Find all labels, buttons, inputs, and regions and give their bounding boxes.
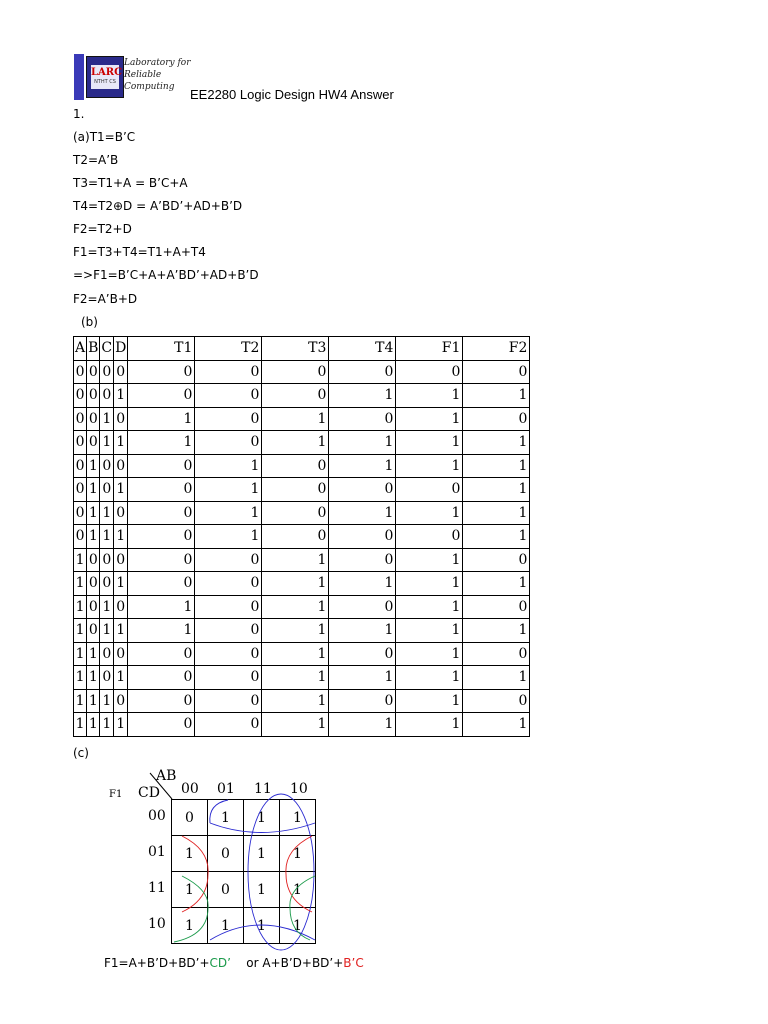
table-cell: 0 xyxy=(128,384,195,408)
table-cell: 0 xyxy=(100,666,114,690)
table-cell: 1 xyxy=(74,619,87,643)
table-cell: 0 xyxy=(128,666,195,690)
table-header-row xyxy=(74,337,530,361)
table-cell: 1 xyxy=(195,525,262,549)
table-cell: 1 xyxy=(396,619,463,643)
table-cell: 1 xyxy=(262,689,329,713)
group-arc-green-left xyxy=(174,876,208,942)
table-cell: 1 xyxy=(329,666,396,690)
table-cell: 1 xyxy=(396,666,463,690)
table-cell: 1 xyxy=(87,642,100,666)
kmap-col-header: 10 xyxy=(290,781,308,797)
table-cell: 1 xyxy=(262,619,329,643)
table-cell: 0 xyxy=(195,689,262,713)
table-cell: 0 xyxy=(87,407,100,431)
equation-part: F1=A+B’D+BD’+ xyxy=(104,956,210,970)
part-b-label: (b) xyxy=(81,315,98,329)
table-cell: 0 xyxy=(100,572,114,596)
table-cell: 1 xyxy=(463,619,530,643)
table-row xyxy=(74,525,530,549)
logo-text: LARC xyxy=(91,67,123,78)
table-cell: 0 xyxy=(114,360,128,384)
table-cell: 0 xyxy=(114,501,128,525)
table-cell: 1 xyxy=(396,548,463,572)
table-cell: 0 xyxy=(463,548,530,572)
table-cell: 1 xyxy=(74,642,87,666)
table-cell: 0 xyxy=(74,384,87,408)
table-cell: 0 xyxy=(262,454,329,478)
table-cell: 1 xyxy=(262,666,329,690)
table-cell: 0 xyxy=(329,642,396,666)
table-cell: 1 xyxy=(262,548,329,572)
table-cell: 1 xyxy=(262,407,329,431)
equation-term-red: B’C xyxy=(343,956,364,970)
table-cell: 0 xyxy=(114,642,128,666)
table-cell: 0 xyxy=(329,478,396,502)
table-cell: 0 xyxy=(262,360,329,384)
equation-line: T2=A’B xyxy=(73,153,119,167)
kmap-row-header: 01 xyxy=(148,844,166,860)
table-cell: 0 xyxy=(396,525,463,549)
table-cell: 1 xyxy=(396,384,463,408)
logo xyxy=(86,56,124,98)
table-cell: 0 xyxy=(128,360,195,384)
logo-line: Reliable xyxy=(124,70,162,80)
table-cell: 1 xyxy=(463,384,530,408)
table-cell: 1 xyxy=(114,666,128,690)
table-cell: 0 xyxy=(100,454,114,478)
table-cell: 1 xyxy=(329,572,396,596)
table-cell: 1 xyxy=(463,713,530,737)
table-cell: 1 xyxy=(87,689,100,713)
table-cell: 0 xyxy=(128,501,195,525)
table-cell: 0 xyxy=(195,360,262,384)
table-cell: 1 xyxy=(396,501,463,525)
table-cell: 0 xyxy=(128,525,195,549)
table-cell: 1 xyxy=(87,525,100,549)
table-row xyxy=(74,689,530,713)
table-cell: 0 xyxy=(114,689,128,713)
table-cell: 1 xyxy=(463,501,530,525)
table-cell: 0 xyxy=(195,384,262,408)
table-cell: 1 xyxy=(100,501,114,525)
equation-line: T3=T1+A = B’C+A xyxy=(73,176,188,190)
kmap-cell: 1 xyxy=(244,872,280,908)
kmap-cell: 1 xyxy=(172,836,208,872)
table-cell: 0 xyxy=(74,501,87,525)
equation-line: F2=T2+D xyxy=(73,222,132,236)
kmap-row-header: 10 xyxy=(148,916,166,932)
kmap-cell: 1 xyxy=(208,800,244,836)
equation-line: F2=A’B+D xyxy=(73,292,138,306)
table-cell: 1 xyxy=(114,478,128,502)
table-cell: 0 xyxy=(195,572,262,596)
kmap-row-header: 11 xyxy=(148,880,166,896)
table-cell: 1 xyxy=(329,431,396,455)
table-cell: 1 xyxy=(329,619,396,643)
table-cell: 0 xyxy=(87,548,100,572)
table-cell: 1 xyxy=(100,407,114,431)
table-cell: 0 xyxy=(114,595,128,619)
kmap-col-header: 01 xyxy=(217,781,235,797)
table-cell: 0 xyxy=(195,642,262,666)
table-cell: 0 xyxy=(87,595,100,619)
table-cell: 1 xyxy=(114,572,128,596)
table-row xyxy=(74,478,530,502)
kmap-cell: 0 xyxy=(208,872,244,908)
group-arc-blue-top xyxy=(210,823,315,833)
table-cell: 1 xyxy=(74,689,87,713)
table-cell: 1 xyxy=(195,454,262,478)
table-cell: 0 xyxy=(74,360,87,384)
table-cell: 0 xyxy=(463,642,530,666)
equation-term-green: CD’ xyxy=(209,956,231,970)
table-cell: 0 xyxy=(195,548,262,572)
table-cell: 1 xyxy=(87,713,100,737)
table-cell: 1 xyxy=(396,595,463,619)
table-cell: 1 xyxy=(87,454,100,478)
equation-line: =>F1=B’C+A+A’BD’+AD+B’D xyxy=(73,268,259,282)
table-cell: 0 xyxy=(463,595,530,619)
table-row xyxy=(74,360,530,384)
table-cell: 0 xyxy=(463,689,530,713)
table-cell: 0 xyxy=(100,478,114,502)
table-row xyxy=(74,619,530,643)
table-row xyxy=(74,642,530,666)
table-cell: 1 xyxy=(114,384,128,408)
kmap-cell: 1 xyxy=(280,836,316,872)
table-cell: 0 xyxy=(195,431,262,455)
table-cell: 1 xyxy=(329,454,396,478)
logo-bar xyxy=(74,54,84,100)
table-row xyxy=(74,384,530,408)
table-cell: 0 xyxy=(396,478,463,502)
kmap-cell: 1 xyxy=(244,908,280,944)
final-equation xyxy=(104,956,364,970)
table-cell: 1 xyxy=(463,431,530,455)
kmap-col-header: 00 xyxy=(181,781,199,797)
table-cell: 1 xyxy=(463,572,530,596)
equation-line: T4=T2⊕D = A’BD’+AD+B’D xyxy=(73,199,243,213)
table-cell: 1 xyxy=(100,713,114,737)
table-cell: 0 xyxy=(195,666,262,690)
table-cell: 0 xyxy=(100,384,114,408)
column-header: C xyxy=(100,337,114,361)
table-cell: 1 xyxy=(262,713,329,737)
table-cell: 1 xyxy=(195,478,262,502)
logo-chip xyxy=(91,65,123,89)
table-cell: 1 xyxy=(195,501,262,525)
table-cell: 1 xyxy=(463,478,530,502)
table-cell: 1 xyxy=(329,713,396,737)
table-cell: 0 xyxy=(74,454,87,478)
column-header: T1 xyxy=(128,337,195,361)
truth-table xyxy=(73,336,530,737)
table-cell: 1 xyxy=(74,595,87,619)
table-cell: 1 xyxy=(87,501,100,525)
table-cell: 0 xyxy=(195,619,262,643)
table-cell: 1 xyxy=(128,595,195,619)
table-cell: 1 xyxy=(396,689,463,713)
column-header: A xyxy=(74,337,87,361)
table-cell: 0 xyxy=(329,360,396,384)
logo-subtext: NTHT CS xyxy=(94,79,116,85)
table-cell: 1 xyxy=(396,431,463,455)
table-cell: 0 xyxy=(195,595,262,619)
table-cell: 0 xyxy=(262,384,329,408)
table-cell: 1 xyxy=(74,548,87,572)
kmap-row-header: 00 xyxy=(148,808,166,824)
table-cell: 1 xyxy=(114,619,128,643)
table-cell: 1 xyxy=(329,384,396,408)
kmap-cell: 1 xyxy=(244,836,280,872)
table-cell: 1 xyxy=(74,572,87,596)
table-cell: 0 xyxy=(195,407,262,431)
kmap-column-variable: AB xyxy=(156,768,177,784)
table-cell: 1 xyxy=(262,572,329,596)
table-cell: 1 xyxy=(87,478,100,502)
table-cell: 1 xyxy=(396,407,463,431)
kmap-cell: 0 xyxy=(172,800,208,836)
logo-caption xyxy=(124,57,191,93)
table-cell: 0 xyxy=(262,501,329,525)
table-cell: 0 xyxy=(100,360,114,384)
kmap-cell: 0 xyxy=(208,836,244,872)
column-header: B xyxy=(87,337,100,361)
table-cell: 1 xyxy=(262,642,329,666)
table-cell: 0 xyxy=(114,454,128,478)
table-cell: 1 xyxy=(262,595,329,619)
kmap-col-header: 11 xyxy=(254,781,272,797)
table-cell: 0 xyxy=(100,548,114,572)
kmap-function-label: F1 xyxy=(109,789,123,800)
group-arc-red-left xyxy=(182,836,208,912)
table-cell: 1 xyxy=(396,572,463,596)
column-header: T2 xyxy=(195,337,262,361)
kmap-cell: 1 xyxy=(280,872,316,908)
table-cell: 1 xyxy=(74,713,87,737)
table-cell: 0 xyxy=(87,431,100,455)
table-cell: 0 xyxy=(87,619,100,643)
table-cell: 0 xyxy=(195,713,262,737)
document-title: EE2280 Logic Design HW4 Answer xyxy=(190,87,394,102)
column-header: T3 xyxy=(262,337,329,361)
table-cell: 0 xyxy=(329,548,396,572)
table-cell: 0 xyxy=(463,407,530,431)
kmap-cell: 1 xyxy=(208,908,244,944)
table-cell: 0 xyxy=(262,525,329,549)
table-cell: 1 xyxy=(100,595,114,619)
equation-line: (a)T1=B’C xyxy=(73,130,136,144)
table-cell: 1 xyxy=(128,407,195,431)
table-cell: 0 xyxy=(87,384,100,408)
table-row xyxy=(74,454,530,478)
column-header: F1 xyxy=(396,337,463,361)
table-cell: 1 xyxy=(463,666,530,690)
table-cell: 0 xyxy=(262,478,329,502)
table-cell: 1 xyxy=(74,666,87,690)
kmap-cell: 1 xyxy=(172,872,208,908)
table-cell: 1 xyxy=(463,525,530,549)
table-cell: 0 xyxy=(114,407,128,431)
logo-line: Laboratory for xyxy=(124,58,191,68)
table-cell: 0 xyxy=(128,548,195,572)
table-cell: 1 xyxy=(396,642,463,666)
table-cell: 0 xyxy=(329,407,396,431)
table-cell: 1 xyxy=(87,666,100,690)
table-cell: 0 xyxy=(396,360,463,384)
logo-line: Computing xyxy=(124,82,175,92)
table-cell: 0 xyxy=(74,525,87,549)
table-cell: 0 xyxy=(329,525,396,549)
kmap-cell: 1 xyxy=(280,908,316,944)
table-cell: 1 xyxy=(100,431,114,455)
kmap-cell: 1 xyxy=(280,800,316,836)
part-c-label: (c) xyxy=(73,746,89,760)
kmap-groupings xyxy=(160,790,330,955)
table-row xyxy=(74,501,530,525)
table-cell: 0 xyxy=(74,478,87,502)
table-row xyxy=(74,595,530,619)
group-arc-blue-top-left xyxy=(210,800,228,823)
table-cell: 1 xyxy=(100,619,114,643)
table-row xyxy=(74,572,530,596)
table-cell: 1 xyxy=(114,431,128,455)
group-arc-red-right xyxy=(286,836,312,912)
table-row xyxy=(74,666,530,690)
table-cell: 1 xyxy=(100,689,114,713)
table-cell: 1 xyxy=(396,454,463,478)
table-cell: 0 xyxy=(74,431,87,455)
table-row xyxy=(74,407,530,431)
column-header: D xyxy=(114,337,128,361)
table-cell: 0 xyxy=(128,454,195,478)
kmap-row-variable: CD xyxy=(138,785,160,801)
table-cell: 1 xyxy=(128,619,195,643)
equation-line: F1=T3+T4=T1+A+T4 xyxy=(73,245,206,259)
group-loop-blue-vertical xyxy=(248,794,314,950)
column-header: T4 xyxy=(329,337,396,361)
table-cell: 1 xyxy=(100,525,114,549)
table-cell: 0 xyxy=(87,360,100,384)
table-cell: 0 xyxy=(329,595,396,619)
table-cell: 0 xyxy=(128,572,195,596)
table-cell: 1 xyxy=(396,713,463,737)
table-cell: 1 xyxy=(329,501,396,525)
table-cell: 0 xyxy=(128,478,195,502)
table-row xyxy=(74,431,530,455)
table-cell: 1 xyxy=(128,431,195,455)
kmap-cell: 1 xyxy=(172,908,208,944)
equation-part: or A+B’D+BD’+ xyxy=(230,956,344,970)
question-number: 1. xyxy=(73,107,85,121)
table-cell: 0 xyxy=(100,642,114,666)
table-cell: 1 xyxy=(114,525,128,549)
table-row xyxy=(74,548,530,572)
table-cell: 1 xyxy=(262,431,329,455)
table-cell: 0 xyxy=(128,689,195,713)
table-cell: 0 xyxy=(463,360,530,384)
table-cell: 0 xyxy=(128,713,195,737)
table-cell: 1 xyxy=(114,713,128,737)
table-cell: 0 xyxy=(114,548,128,572)
table-cell: 0 xyxy=(87,572,100,596)
table-cell: 0 xyxy=(74,407,87,431)
table-cell: 1 xyxy=(463,454,530,478)
column-header: F2 xyxy=(463,337,530,361)
table-row xyxy=(74,713,530,737)
table-cell: 0 xyxy=(329,689,396,713)
kmap-cell: 1 xyxy=(244,800,280,836)
table-cell: 0 xyxy=(128,642,195,666)
